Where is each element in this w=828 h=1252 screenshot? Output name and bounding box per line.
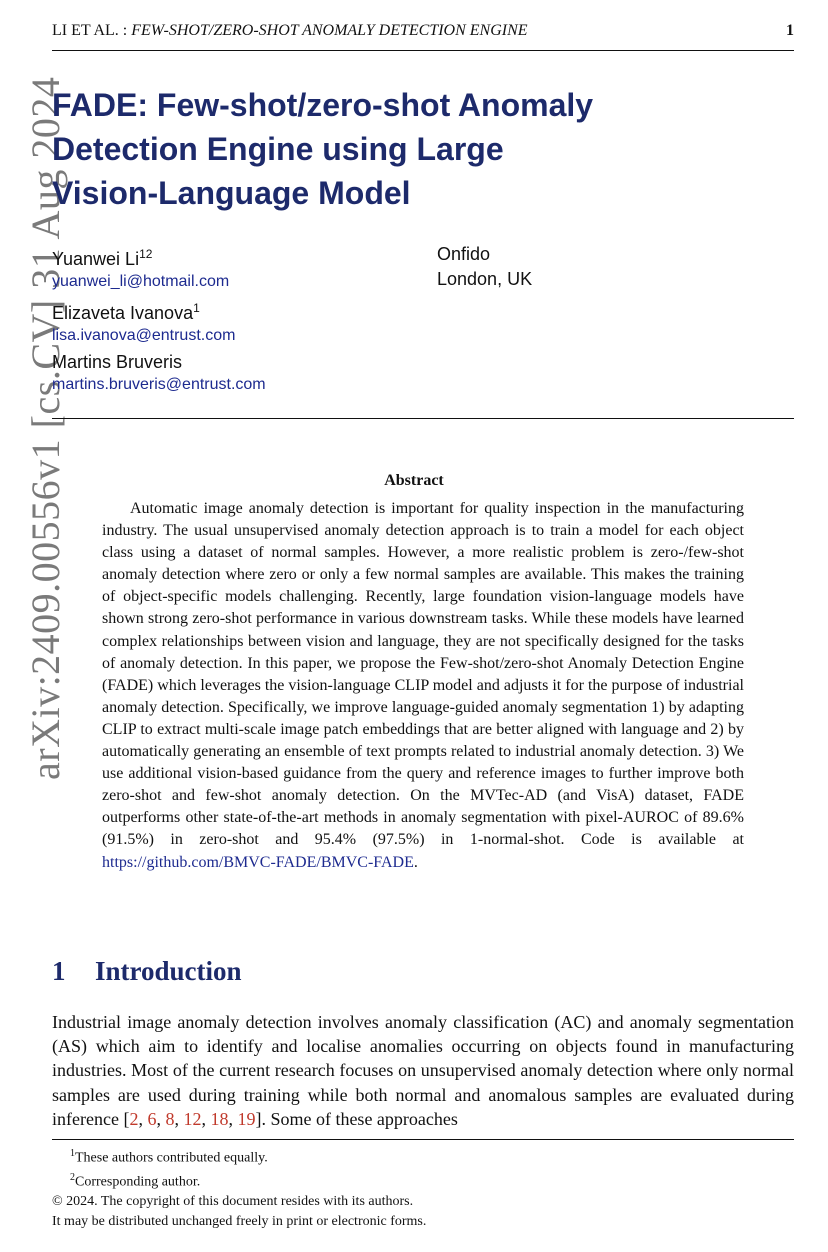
title-line: FADE: Few-shot/zero-shot Anomaly <box>52 87 594 123</box>
introduction-paragraph: Industrial image anomaly detection involves anomaly classification (AC) and anomaly segmentation (AS) which aim to identify and localise anomalies occurring on objects found in manufacturing industries. Most of the current research focuses on unsupervised anomaly detection where only normal samples are used during training while both normal and anomalous samples are evaluated during inference [2, 6, 8, 12, 18, 19]. Some of these approaches <box>52 1012 794 1129</box>
abstract-text: Automatic image anomaly detection is important for quality inspection in the manufacturing industry. The usual unsupervised anomaly detection approach is to train a model for each object class using a dataset of normal samples. However, a more realistic problem is zero-/few-shot anomaly detection where zero or only a few normal samples are available. This makes the training of object-specific models challenging. Recently, large foundation vision-language models have shown strong zero-shot performance in various downstream tasks. While these models have learned complex relationships between vision and language, they are not specifically designed for the tasks of anomaly detection. In this paper, we propose the Few-shot/zero-shot Anomaly Detection Engine (FADE) which leverages the vision-language CLIP model and adjusts it for the purpose of industrial anomaly detection. Specifically, we improve language-guided anomaly segmentation 1) by adapting CLIP to extract multi-scale image patch embeddings that are better aligned with language and 2) by automatically generating an ensemble of text prompts related to industrial anomaly detection. 3) We use additional vision-based guidance from the query and reference images to further improve both zero-shot and few-shot anomaly detection. On the MVTec-AD (and VisA) dataset, FADE outperforms other state-of-the-art methods in anomaly segmentation with pixel-AUROC of 89.6% (91.5%) in zero-shot and 95.4% (97.5%) in 1-normal-shot. Code is available at https://github.com/BMVC-FADE/BMVC-FADE. <box>102 500 744 871</box>
author-email[interactable]: lisa.ivanova@entrust.com <box>52 327 236 344</box>
page-number: 1 <box>786 22 794 39</box>
abstract-heading: Abstract <box>384 472 444 489</box>
section-title: Introduction <box>95 956 242 986</box>
section-heading-introduction <box>52 956 242 987</box>
affiliation <box>437 242 532 292</box>
running-header <box>52 20 794 51</box>
copyright-line: © 2024. The copyright of this document resides with its authors. <box>52 1194 414 1210</box>
section-number: 1 <box>52 956 66 986</box>
affiliation-location: London, UK <box>437 269 533 289</box>
author-name: Elizaveta Ivanova <box>52 303 194 323</box>
footnote: $^1$These authors contributed equally. <box>70 1148 268 1166</box>
author-email[interactable]: martins.bruveris@entrust.com <box>52 376 266 393</box>
author-email[interactable]: yuanwei_li@hotmail.com <box>52 273 230 290</box>
citation-link[interactable]: 19 <box>237 1108 256 1129</box>
citation-link[interactable]: 12 <box>183 1108 202 1129</box>
footnote: $^2$Corresponding author. <box>70 1172 201 1190</box>
citation-link[interactable]: 2 <box>129 1108 139 1129</box>
header-divider <box>52 418 794 419</box>
citation-link[interactable]: 8 <box>165 1108 175 1129</box>
author-affil-mark: 1 <box>193 301 200 315</box>
arxiv-stamp: arXiv:2409.00556v1 [cs.CV] 31 Aug 2024 <box>23 76 68 780</box>
author <box>52 350 412 396</box>
author-name: Yuanwei Li <box>52 249 140 269</box>
citation-link[interactable]: 18 <box>210 1108 229 1129</box>
author-name: Martins Bruveris <box>52 352 183 372</box>
running-header-title: LI ET AL. : FEW-SHOT/ZERO-SHOT ANOMALY DETECTION ENGINE <box>52 22 528 39</box>
author-affil-mark: 12 <box>139 247 153 261</box>
copyright-line: It may be distributed unchanged freely in print or electronic forms. <box>52 1213 427 1229</box>
author-list <box>52 242 412 399</box>
footnote-divider <box>52 1139 794 1140</box>
citation-link[interactable]: 6 <box>147 1108 157 1129</box>
title-line: Detection Engine using Large <box>52 131 504 167</box>
footnotes <box>52 1144 794 1231</box>
paper-title <box>52 83 752 215</box>
affiliation-org: Onfido <box>437 244 491 264</box>
title-line: Vision-Language Model <box>52 175 411 211</box>
code-link[interactable]: https://github.com/BMVC-FADE/BMVC-FADE <box>102 853 414 871</box>
author <box>52 242 412 293</box>
author <box>52 296 412 347</box>
